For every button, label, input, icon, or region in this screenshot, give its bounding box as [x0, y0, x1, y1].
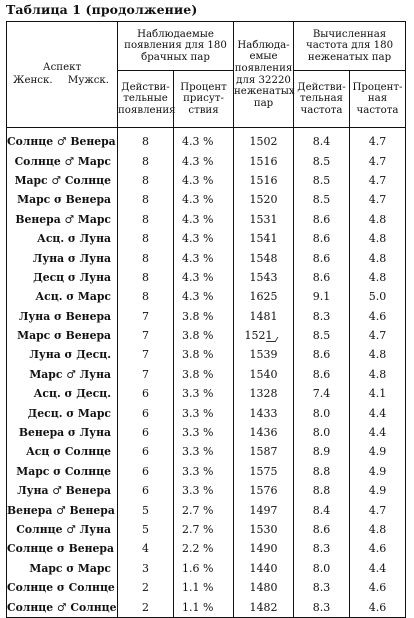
table-row — [7, 307, 406, 326]
actual-cell: 8 — [118, 190, 174, 209]
actual-cell: 7 — [118, 365, 174, 384]
frequency-cell: 8.0 — [294, 559, 350, 578]
table-row — [7, 151, 406, 170]
aspect-cell: Десц σ Луна — [7, 268, 118, 287]
actual-cell: 2 — [118, 578, 174, 597]
percent-cell: 4.3 % — [174, 128, 234, 152]
table-row — [7, 345, 406, 364]
percent-frequency-cell: 4.7 — [350, 326, 406, 345]
percent-cell: 3.8 % — [174, 365, 234, 384]
frequency-cell: 8.6 — [294, 210, 350, 229]
aspect-cell: Марс σ Марс — [7, 559, 118, 578]
actual-cell: 7 — [118, 345, 174, 364]
percent-cell: 3.3 % — [174, 462, 234, 481]
aspect-cell: Солнце ♂ Солнце — [7, 597, 118, 617]
table-row — [7, 287, 406, 306]
unmarried-cell: 1539 — [234, 345, 294, 364]
aspect-cell: Марс ♂ Солнце — [7, 171, 118, 190]
unmarried-cell: 1520 — [234, 190, 294, 209]
table-row — [7, 462, 406, 481]
percent-cell: 4.3 % — [174, 268, 234, 287]
percent-cell: 3.8 % — [174, 326, 234, 345]
percent-frequency-cell: 4.8 — [350, 365, 406, 384]
percent-frequency-cell: 4.6 — [350, 578, 406, 597]
unmarried-cell: 1540 — [234, 365, 294, 384]
actual-cell: 8 — [118, 128, 174, 152]
aspect-cell: Луна ♂ Венера — [7, 481, 118, 500]
frequency-cell: 8.3 — [294, 307, 350, 326]
percent-frequency-cell: 4.8 — [350, 345, 406, 364]
actual-cell: 6 — [118, 462, 174, 481]
frequency-cell: 9.1 — [294, 287, 350, 306]
actual-cell: 6 — [118, 481, 174, 500]
header-actual: Действи-тельные появления — [118, 71, 174, 128]
table-row — [7, 442, 406, 461]
aspect-cell: Венера ♂ Марс — [7, 210, 118, 229]
unmarried-cell: 1576 — [234, 481, 294, 500]
frequency-cell: 8.6 — [294, 520, 350, 539]
percent-cell: 3.3 % — [174, 403, 234, 422]
unmarried-cell: 1502 — [234, 128, 294, 152]
frequency-cell: 8.5 — [294, 151, 350, 170]
table-row — [7, 128, 406, 152]
unmarried-cell: 1482 — [234, 597, 294, 617]
percent-cell: 1.6 % — [174, 559, 234, 578]
percent-frequency-cell: 4.7 — [350, 190, 406, 209]
table-body — [7, 128, 406, 618]
aspect-cell: Марс σ Венера — [7, 190, 118, 209]
percent-frequency-cell: 4.4 — [350, 403, 406, 422]
aspect-cell: Марс ♂ Луна — [7, 365, 118, 384]
frequency-cell: 8.4 — [294, 128, 350, 152]
aspect-cell: Луна σ Десц. — [7, 345, 118, 364]
percent-cell: 3.3 % — [174, 423, 234, 442]
table-row — [7, 171, 406, 190]
actual-cell: 6 — [118, 403, 174, 422]
header-aspect — [7, 22, 118, 128]
percent-cell: 3.3 % — [174, 481, 234, 500]
percent-frequency-cell: 5.0 — [350, 287, 406, 306]
percent-cell: 3.3 % — [174, 384, 234, 403]
aspect-cell: Солнце ♂ Марс — [7, 151, 118, 170]
unmarried-cell: 1516 — [234, 151, 294, 170]
actual-cell: 8 — [118, 171, 174, 190]
aspect-cell: Марс σ Солнце — [7, 462, 118, 481]
percent-cell: 3.3 % — [174, 442, 234, 461]
table-row — [7, 500, 406, 519]
percent-frequency-cell: 4.6 — [350, 539, 406, 558]
percent-frequency-cell: 4.8 — [350, 268, 406, 287]
percent-cell: 4.3 % — [174, 190, 234, 209]
frequency-cell: 8.6 — [294, 268, 350, 287]
table-row — [7, 403, 406, 422]
frequency-cell: 8.6 — [294, 248, 350, 267]
percent-frequency-cell: 4.8 — [350, 248, 406, 267]
header-actual-frequency: Действи-тельная частота — [294, 71, 350, 128]
percent-cell: 4.3 % — [174, 210, 234, 229]
frequency-cell: 8.8 — [294, 462, 350, 481]
table-row — [7, 384, 406, 403]
unmarried-cell: 1587 — [234, 442, 294, 461]
table-row — [7, 481, 406, 500]
unmarried-cell: 1481 — [234, 307, 294, 326]
table-row — [7, 423, 406, 442]
frequency-cell: 8.5 — [294, 326, 350, 345]
percent-frequency-cell: 4.8 — [350, 229, 406, 248]
percent-frequency-cell: 4.4 — [350, 423, 406, 442]
percent-cell: 2.2 % — [174, 539, 234, 558]
table-row — [7, 539, 406, 558]
unmarried-cell: 1433 — [234, 403, 294, 422]
frequency-cell: 8.6 — [294, 365, 350, 384]
percent-frequency-cell: 4.4 — [350, 559, 406, 578]
percent-cell: 3.8 % — [174, 307, 234, 326]
percent-cell: 2.7 % — [174, 520, 234, 539]
header-male: Мужск. — [67, 75, 109, 86]
frequency-cell: 8.9 — [294, 442, 350, 461]
actual-cell: 2 — [118, 597, 174, 617]
table-row — [7, 268, 406, 287]
unmarried-cell: 1516 — [234, 171, 294, 190]
percent-frequency-cell: 4.1 — [350, 384, 406, 403]
actual-cell: 6 — [118, 442, 174, 461]
percent-frequency-cell: 4.6 — [350, 307, 406, 326]
actual-cell: 5 — [118, 520, 174, 539]
percent-frequency-cell: 4.9 — [350, 481, 406, 500]
table-row — [7, 229, 406, 248]
frequency-cell: 8.3 — [294, 578, 350, 597]
aspect-cell: Асц. σ Десц. — [7, 384, 118, 403]
frequency-cell: 8.6 — [294, 229, 350, 248]
actual-cell: 8 — [118, 151, 174, 170]
actual-cell: 6 — [118, 423, 174, 442]
aspect-cell: Марс σ Венера — [7, 326, 118, 345]
unmarried-cell: 1497 — [234, 500, 294, 519]
percent-frequency-cell: 4.8 — [350, 520, 406, 539]
percent-frequency-cell: 4.6 — [350, 597, 406, 617]
percent-cell: 1.1 % — [174, 597, 234, 617]
percent-cell: 3.8 % — [174, 345, 234, 364]
frequency-cell: 8.3 — [294, 539, 350, 558]
percent-cell: 4.3 % — [174, 229, 234, 248]
percent-frequency-cell: 4.7 — [350, 171, 406, 190]
actual-cell: 8 — [118, 229, 174, 248]
unmarried-cell: 1530 — [234, 520, 294, 539]
aspect-cell: Асц. σ Луна — [7, 229, 118, 248]
header-percent-frequency: Процент-ная частота — [350, 71, 406, 128]
percent-cell: 4.3 % — [174, 171, 234, 190]
table-row — [7, 597, 406, 617]
table-row — [7, 248, 406, 267]
actual-cell: 8 — [118, 210, 174, 229]
aspect-cell: Солнце σ Солнце — [7, 578, 118, 597]
actual-cell: 6 — [118, 384, 174, 403]
percent-frequency-cell: 4.7 — [350, 500, 406, 519]
aspect-cell: Асц. σ Марс — [7, 287, 118, 306]
aspect-cell: Асц σ Солнце — [7, 442, 118, 461]
aspect-cell: Венера σ Луна — [7, 423, 118, 442]
percent-frequency-cell: 4.9 — [350, 442, 406, 461]
frequency-cell: 8.3 — [294, 597, 350, 617]
unmarried-cell: 1548 — [234, 248, 294, 267]
percent-frequency-cell: 4.9 — [350, 462, 406, 481]
aspect-cell: Луна σ Луна — [7, 248, 118, 267]
percent-cell: 2.7 % — [174, 500, 234, 519]
actual-cell: 7 — [118, 307, 174, 326]
unmarried-cell: 1490 — [234, 539, 294, 558]
percent-frequency-cell: 4.7 — [350, 151, 406, 170]
table-row — [7, 578, 406, 597]
percent-frequency-cell: 4.7 — [350, 128, 406, 152]
actual-cell: 5 — [118, 500, 174, 519]
actual-cell: 3 — [118, 559, 174, 578]
data-table — [6, 21, 406, 618]
frequency-cell: 8.5 — [294, 171, 350, 190]
unmarried-cell: 1575 — [234, 462, 294, 481]
unmarried-cell: 1543 — [234, 268, 294, 287]
unmarried-cell: 1541 — [234, 229, 294, 248]
actual-cell: 8 — [118, 268, 174, 287]
table-row — [7, 190, 406, 209]
table-row — [7, 520, 406, 539]
header-observed-unmarried: Наблюда-емые появления для 32220 неженатых пар — [234, 22, 294, 128]
frequency-cell: 8.4 — [294, 500, 350, 519]
frequency-cell: 8.5 — [294, 190, 350, 209]
percent-cell: 1.1 % — [174, 578, 234, 597]
header-percent: Процент присут-ствия — [174, 71, 234, 128]
percent-frequency-cell: 4.8 — [350, 210, 406, 229]
actual-cell: 8 — [118, 248, 174, 267]
actual-cell: 8 — [118, 287, 174, 306]
frequency-cell: 8.8 — [294, 481, 350, 500]
aspect-cell: Солнце ♂ Венера — [7, 128, 118, 152]
aspect-cell: Луна σ Венера — [7, 307, 118, 326]
table-row — [7, 559, 406, 578]
header-aspect-title: Аспект — [42, 62, 82, 74]
table-row — [7, 365, 406, 384]
unmarried-cell: 1440 — [234, 559, 294, 578]
frequency-cell: 8.0 — [294, 403, 350, 422]
header-computed-group: Вычисленная частота для 180 неженатых пар — [294, 22, 406, 71]
percent-cell: 4.3 % — [174, 248, 234, 267]
header-female: Женск. — [13, 75, 53, 86]
unmarried-cell: 1521 — [234, 326, 294, 345]
frequency-cell: 7.4 — [294, 384, 350, 403]
unmarried-cell: 1328 — [234, 384, 294, 403]
actual-cell: 7 — [118, 326, 174, 345]
unmarried-cell: 1531 — [234, 210, 294, 229]
table-row — [7, 210, 406, 229]
percent-cell: 4.3 % — [174, 151, 234, 170]
unmarried-cell: 1625 — [234, 287, 294, 306]
table-row — [7, 326, 406, 345]
aspect-cell: Десц. σ Марс — [7, 403, 118, 422]
frequency-cell: 8.0 — [294, 423, 350, 442]
aspect-cell: Солнце ♂ Луна — [7, 520, 118, 539]
aspect-cell: Венера ♂ Венера — [7, 500, 118, 519]
frequency-cell: 8.6 — [294, 345, 350, 364]
aspect-cell: Солнце σ Венера — [7, 539, 118, 558]
table-caption: Таблица 1 (продолжение) — [6, 2, 198, 17]
percent-cell: 4.3 % — [174, 287, 234, 306]
unmarried-cell: 1436 — [234, 423, 294, 442]
header-observed-group: Наблюдаемые появления для 180 брачных пар — [118, 22, 234, 71]
actual-cell: 4 — [118, 539, 174, 558]
unmarried-cell: 1480 — [234, 578, 294, 597]
